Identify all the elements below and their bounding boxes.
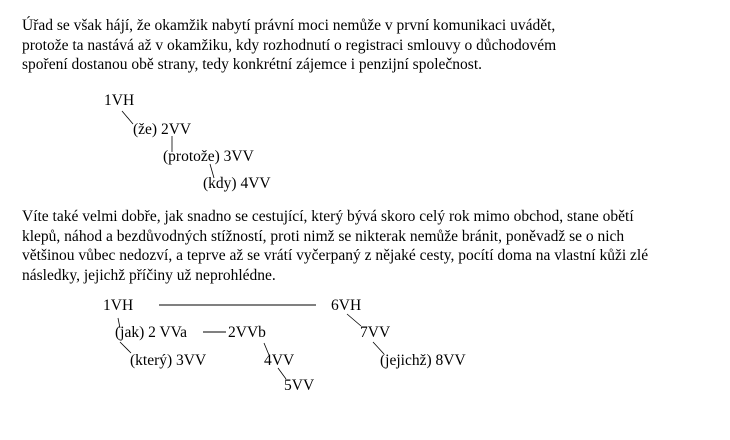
diagram-2-node-1vh: 1VH	[103, 297, 134, 314]
paragraph-2-line: většinou vůbec nedozví, a teprve až se vrátí vyčerpaný z nějaké cesty, pocítí doma na vlastní kůži zlé	[22, 247, 649, 264]
diagram-2-node-8vv: (jejichž) 8VV	[380, 352, 466, 369]
diagram-2-node-2vvb: 2VVb	[228, 324, 266, 341]
diagram-2-node-7vv: 7VV	[360, 324, 391, 341]
diagram-2-node-5vv: 5VV	[284, 377, 315, 394]
diagram-2-node-3vv: (který) 3VV	[130, 352, 207, 369]
diagram-1-node-2vv: (že) 2VV	[133, 121, 192, 138]
diagram-1-node-3vv: (protože) 3VV	[163, 148, 254, 165]
diagram-1-node-4vv: (kdy) 4VV	[203, 175, 271, 192]
diagram-2-node-4vv: 4VV	[264, 352, 295, 369]
paragraph-2-line: následky, jejichž příčiny už neprohlédne.	[22, 266, 276, 284]
diagram-2-node-6vh: 6VH	[331, 297, 362, 314]
paragraph-1-line: spoření dostanou obě strany, tedy konkrétní zájemce i penzijní společnost.	[22, 56, 482, 73]
paragraph-2-line: klepů, náhod a bezdůvodných stížností, proti nimž se nikterak nemůže bránit, poněvadž se o nich	[22, 227, 625, 245]
connector-6vh-7vv	[347, 314, 361, 326]
diagram-1-node-1vh: 1VH	[104, 92, 135, 109]
paragraph-1-line: Úřad se však hájí, že okamžik nabytí právní moci nemůže v první komunikaci uvádět,	[22, 17, 556, 34]
diagram-2-node-2vva: (jak) 2 VVa	[115, 324, 188, 341]
paragraph-1-line: protože ta nastává až v okamžiku, kdy rozhodnutí o registraci smlouvy o důchodovém	[22, 36, 557, 54]
paragraph-2-line: Víte také velmi dobře, jak snadno se cestující, který bývá skoro celý rok mimo obchod, stane obětí	[22, 208, 634, 225]
